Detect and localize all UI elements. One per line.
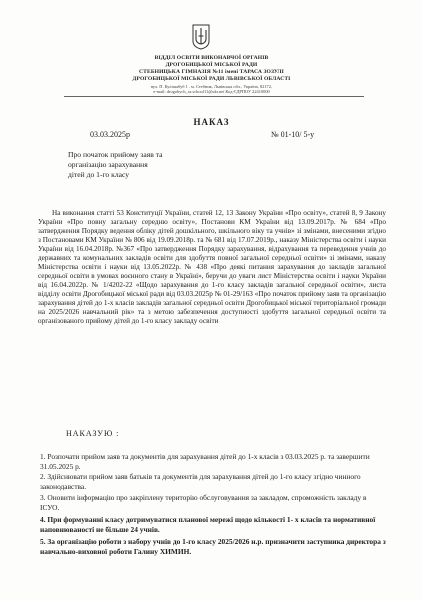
order-item-1: 1. Розпочати прийом заяв та документів для зарахування дітей до 1-х класів з 03.03.2025 р. та завершити 31.05.2025 р. (40, 452, 370, 471)
header-divider (64, 96, 364, 97)
header-line-3: СТЕБНИЦЬКА ГІМНАЗІЯ №11 імені ТАРАСА ЗОЗУЛІ (139, 69, 284, 75)
subject-line-2: організацію зарахування (68, 160, 148, 169)
order-item-3: 3. Оновити інформацію про закріплену територію обслуговування за закладом, спроможність закладу в ІСУО. (40, 493, 367, 512)
header-line-1: ВІДДІЛ ОСВІТИ ВИКОНАВЧОЇ ОРГАНІВ (154, 55, 269, 61)
subject-line-3: дітей до 1-го класу (68, 170, 130, 179)
document-date: 03.03.2025р (90, 130, 130, 139)
document-number: № 01-10/ 5-у (271, 130, 315, 139)
preamble-paragraph: На виконання статті 53 Конституції України, статей 12, 13 Закону України «Про освіту», статей 8, 9 Закону України «Про повну загальну середню освіту», Постанови КМ України від 13.09.2017р. № 684 «Про затвердження Порядку ведення обліку дітей дошкільного, шкільного віку та учнів» зі змінами, внесеними згідно з Постановами КМ України № 806 від 19.09.2018р. та № 681 від 17.07.2019р., наказу Міністерства освіти і науки України від 16.04.2018р. №367 «Про затвердження Порядку зарахування, відрахування та переведення учнів до державних та комунальних закладів освіти для здобуття повної загальної середньої освіти» зі змінами, наказу Міністерства освіти і науки від 13.05.2022р. № 438 «Про деякі питання зарахування до закладів загальної середньої освіти в умовах воєнного стану в Україні», беручи до уваги лист Міністерства освіти і науки України від 16.04.2022р. № 1/4202-22 «Щодо зарахування до 1-го класу закладів загальної середньої освіти», листа відділу освіти Дрогобицької міської ради від 03.03.2025р № 01-29/163 «Про початок прийому заяв та організацію зарахування дітей до 1-х класів закладів загальної середньої освіти Дрогобицької міської територіальної громади на 2025/2026 навчальний рік» та з метою забезпечення доступності здобуття загальної середньої освіти та організованого прийому дітей до 1-го класу закладу освіти (38, 209, 386, 325)
subject-line-1: Про початок прийому заяв та (68, 150, 163, 159)
header-contacts: e-mail: drogobych_sz.school11@ukr.net Код ЄДРПОУ 22410000 (153, 89, 270, 94)
header-line-4: ДРОГОБИЦЬКОЇ МІСЬКОЇ РАДИ ЛЬВІВСЬКОЇ ОБЛАСТІ (132, 76, 291, 82)
header-address: вул. П. Кулішабуб 1 . м. Стебник, Львівська обл., Україна, 82172, (151, 84, 272, 89)
document-title: НАКАЗ (193, 117, 230, 127)
order-item-2: 2. Здійснювати прийом заяв батьків та документів для зарахування дітей до 1-го класу згідно чинного законодавства. (40, 472, 361, 491)
header-line-2: ДРОГОБИЦЬКОЇ МІСЬКОЇ РАДИ (165, 62, 258, 68)
trident-icon (192, 24, 210, 50)
order-item-4: 4. При формуванні класу дотримуватися планової мережі щодо кількості 1- х класів та нормативної наповнюваності не більше 24 учнів. (40, 515, 376, 534)
order-heading: НАКАЗУЮ : (66, 429, 120, 438)
order-item-5: 5. За організацію роботи з набору учнів до 1-го класу 2025/2026 н.р. призначити заступника директора з навчально-виховної роботи Галину ХИМИН. (40, 537, 386, 556)
